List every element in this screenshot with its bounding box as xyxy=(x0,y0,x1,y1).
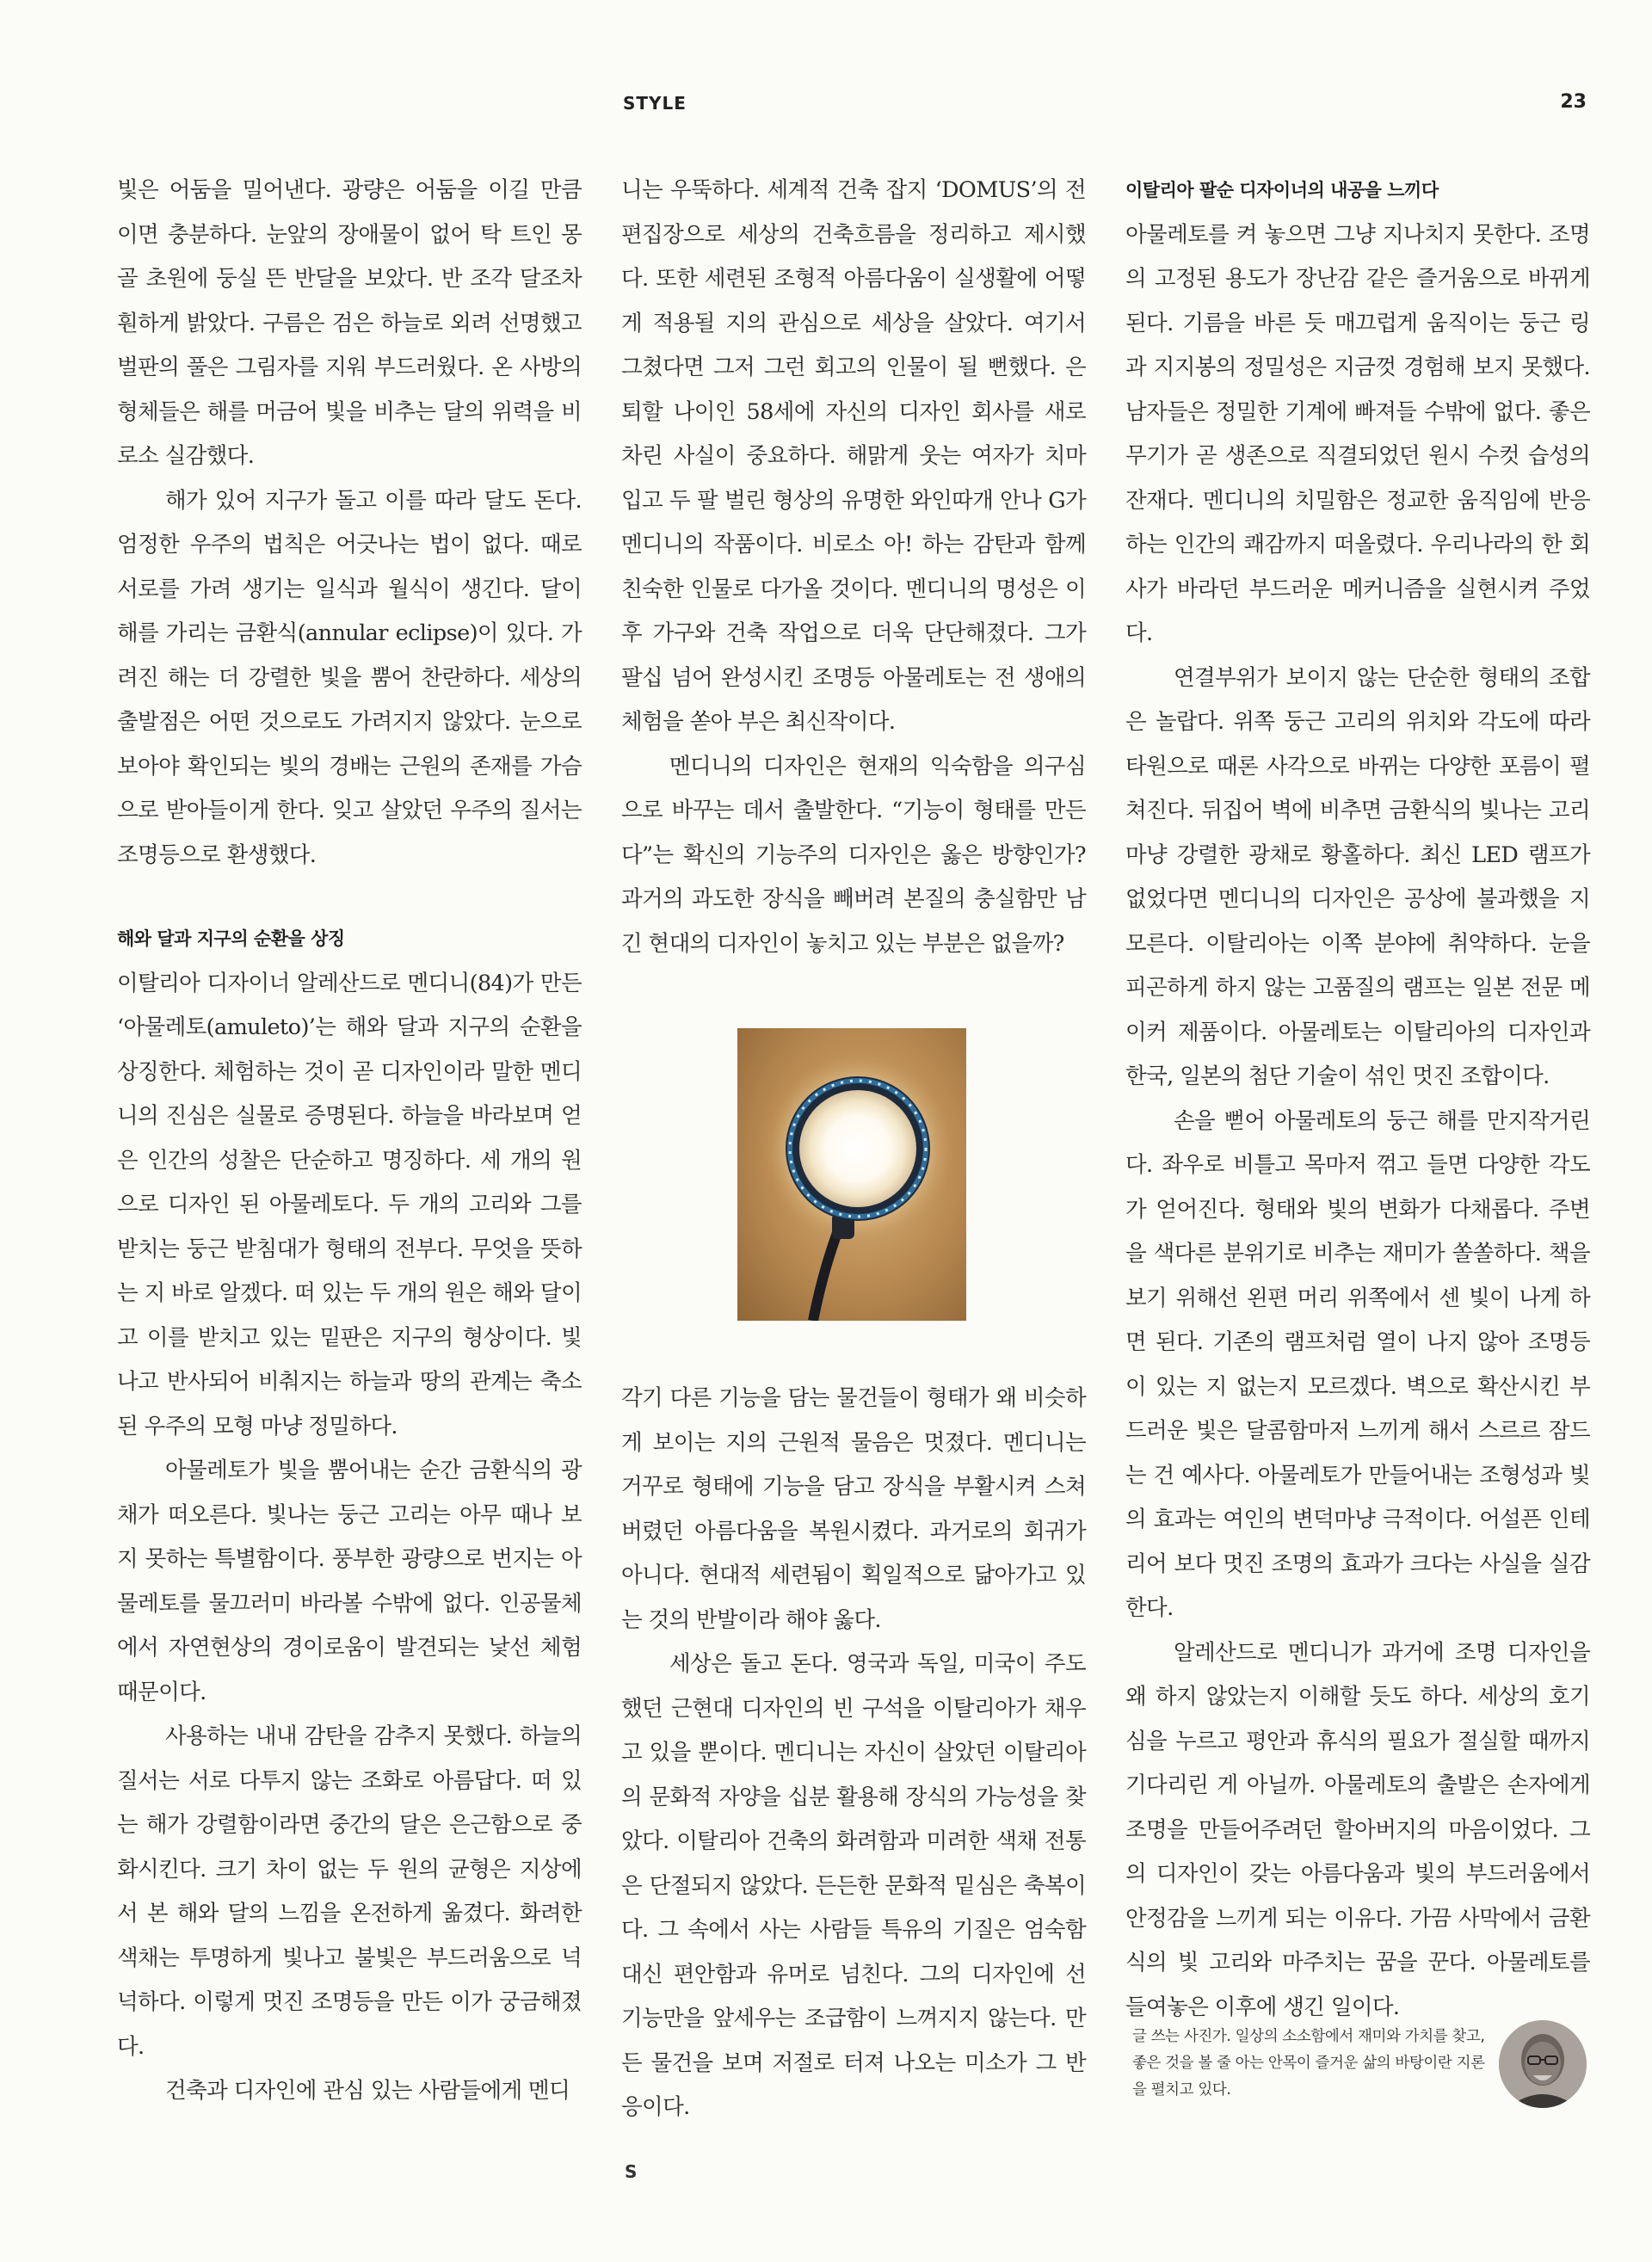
article-column-1 xyxy=(117,169,582,2114)
paragraph: 연결부위가 보이지 않는 단순한 형태의 조합은 놀랍다. 위쪽 둥근 고리의 위치와 각도에 따라 타원으로 때론 사각으로 바뀌는 다양한 포름이 펼쳐진다. 뒤집어 벽에 비추면 금환식의 빛나는 고리마냥 강렬한 광채로 황홀하다. 최신 LED 램프가 없었다면 멘디니의 디자인은 공상에 불과했을 지 모른다. 이탈리아는 이쪽 분야에 취약하다. 눈을 피곤하게 하지 않는 고품질의 램프는 일본 전문 메이커 제품이다. 아물레토는 이탈리아의 디자인과 한국, 일본의 첨단 기술이 섞인 멋진 조합이다. xyxy=(1125,664,1590,1089)
author-bio: 글 쓰는 사진가. 일상의 소소함에서 재미와 가치를 찾고, 좋은 것을 볼 줄 아는 안목이 즐거운 삶의 바탕이란 지론을 펼치고 있다. xyxy=(1132,2028,1485,2099)
paragraph: 해가 있어 지구가 돌고 이를 따라 달도 돈다. 엄정한 우주의 법칙은 어긋나는 법이 없다. 때로 서로를 가려 생기는 일식과 월식이 생긴다. 달이 해를 가리는 금환식(annular eclipse)이 있다. 가려진 해는 더 강렬한 빛을 뿜어 찬란하다. 세상의 출발점은 어떤 것으로도 가려지지 않았다. 눈으로 보아야 확인되는 빛의 경배는 근원의 존재를 가슴으로 받아들이게 한다. 잊고 살았던 우주의 질서는 조명등으로 환생했다. xyxy=(117,487,582,868)
subheading: 이탈리아 팔순 디자이너의 내공을 느끼다 xyxy=(1125,180,1439,200)
paragraph: 아물레토를 켜 놓으면 그냥 지나치지 못한다. 조명의 고정된 용도가 장난감 같은 즐거움으로 바뀌게 된다. 기름을 바른 듯 매끄럽게 움직이는 둥근 링과 지지봉의 정밀성은 지금껏 경험해 보지 못했다. 남자들은 정밀한 기계에 빠져들 수밖에 없다. 좋은 무기가 곧 생존으로 직결되었던 원시 수컷 습성의 잔재다. 멘디니의 치밀함은 정교한 움직임에 반응하는 인간의 쾌감까지 떠올렸다. 우리나라의 한 회사가 바라던 부드러운 메커니즘을 실현시켜 주었다. xyxy=(1125,221,1590,646)
author-avatar xyxy=(1499,2020,1587,2108)
paragraph: 사용하는 내내 감탄을 감추지 못했다. 하늘의 질서는 서로 다투지 않는 조화로 아름답다. 떠 있는 해가 강렬함이라면 중간의 달은 은근함으로 중화시킨다. 크기 차이 없는 두 원의 균형은 지상에서 본 해와 달의 느낌을 온전하게 옮겼다. 화려한 색채는 투명하게 빛나고 불빛은 부드러움으로 넉넉하다. 이렇게 멋진 조명등을 만든 이가 궁금해졌다. xyxy=(117,1723,582,2060)
paragraph: 건축과 디자인에 관심 있는 사람들에게 멘디 xyxy=(165,2078,570,2104)
page-number: 23 xyxy=(1560,91,1587,113)
paragraph: 세상은 돌고 돈다. 영국과 독일, 미국이 주도했던 근현대 디자인의 빈 구석을 이탈리아가 채우고 있을 뿐이다. 멘디니는 자신이 살았던 이탈리아의 문화적 자양을 십분 활용해 장식의 가능성을 찾았다. 이탈리아 건축의 화려함과 미려한 색채 전통은 단절되지 않았다. 든든한 문화적 밑심은 축복이다. 그 속에서 사는 사람들 특유의 기질은 엄숙함 대신 편안함과 유머로 넘친다. 그의 디자인에 선 기능만을 앞세우는 조급함이 느껴지지 않는다. 만든 물건을 보며 저절로 터져 나오는 미소가 그 반응이다. xyxy=(621,1651,1086,2120)
article-column-2-lower xyxy=(621,1377,1086,2130)
article-column-2 xyxy=(621,169,1086,966)
lamp-photo xyxy=(737,1028,966,1321)
paragraph: 아물레토가 빛을 뿜어내는 순간 금환식의 광채가 떠오른다. 빛나는 둥근 고리는 아무 때나 보지 못하는 특별함이다. 풍부한 광량으로 번지는 아물레토를 물끄러미 바라볼 수밖에 없다. 인공물체에서 자연현상의 경이로움이 발견되는 낯선 체험 때문이다. xyxy=(117,1458,582,1705)
paragraph: 멘디니의 디자인은 현재의 익숙함을 의구심으로 바꾸는 데서 출발한다. “기능이 형태를 만든다”는 확신의 기능주의 디자인은 옳은 방향인가? 과거의 과도한 장식을 빼버려 본질의 충실함만 남긴 현대의 디자인이 놓치고 있는 부분은 없을까? xyxy=(621,753,1086,957)
paragraph: 니는 우뚝하다. 세계적 건축 잡지 ‘DOMUS’의 전 편집장으로 세상의 건축흐름을 정리하고 제시했다. 또한 세련된 조형적 아름다움이 실생활에 어떻게 적용될 지의 관심으로 세상을 살았다. 여기서 그쳤다면 그저 그런 회고의 인물이 될 뻔했다. 은퇴할 나이인 58세에 자신의 디자인 회사를 새로 차린 사실이 중요하다. 해맑게 웃는 여자가 치마 입고 두 팔 벌린 형상의 유명한 와인따개 안나 G가 멘디니의 작품이다. 비로소 아! 하는 감탄과 함께 친숙한 인물로 다가올 것이다. 멘디니의 명성은 이후 가구와 건축 작업으로 더욱 단단해졌다. 그가 팔십 넘어 완성시킨 조명등 아물레토는 전 생애의 체험을 쏟아 부은 최신작이다. xyxy=(621,177,1086,735)
section-label: STYLE xyxy=(623,93,687,114)
paragraph: 손을 뻗어 아물레토의 둥근 해를 만지작거린다. 좌우로 비틀고 목마저 꺾고 들면 다양한 각도가 얻어진다. 형태와 빛의 변화가 다채롭다. 주변을 색다른 분위기로 비추는 재미가 쏠쏠하다. 책을 보기 위해선 왼편 머리 위쪽에서 센 빛이 나게 하면 된다. 기존의 램프처럼 열이 나지 않아 조명등이 있는 지 없는지 모르겠다. 벽으로 확산시킨 부드러운 빛은 달콤함마저 느끼게 해서 스르르 잠드는 건 예사다. 아물레토가 만들어내는 조형성과 빛의 효과는 여인의 변덕마냥 극적이다. 어설픈 인테리어 보다 멋진 조명의 효과가 크다는 사실을 실감한다. xyxy=(1125,1107,1590,1621)
subheading: 해와 달과 지구의 순환을 상징 xyxy=(117,928,345,949)
paragraph: 빛은 어둠을 밀어낸다. 광량은 어둠을 이길 만큼 이면 충분하다. 눈앞의 장애물이 없어 탁 트인 몽골 초원에 둥실 뜬 반달을 보았다. 반 조각 달조차 훤하게 밝았다. 구름은 검은 하늘로 외려 선명했고 벌판의 풀은 그림자를 지워 부드러웠다. 온 사방의 형체들은 해를 머금어 빛을 비추는 달의 위력을 비로소 실감했다. xyxy=(117,177,582,469)
paragraph: 이탈리아 디자이너 알레산드로 멘디니(84)가 만든 ‘아물레토(amuleto)’는 해와 달과 지구의 순환을 상징한다. 체험하는 것이 곧 디자인이라 말한 멘디니의 진심은 실물로 증명된다. 하늘을 바라보며 얻은 인간의 성찰은 단순하고 명징하다. 세 개의 원으로 디자인 된 아물레토다. 두 개의 고리와 그를 받치는 둥근 받침대가 형태의 전부다. 무엇을 뜻하는 지 바로 알겠다. 떠 있는 두 개의 원은 해와 달이고 이를 받치고 있는 밑판은 지구의 형상이다. 빛나고 반사되어 비춰지는 하늘과 땅의 관계는 축소된 우주의 모형 마냥 정밀하다. xyxy=(117,970,582,1439)
paragraph: 알레산드로 멘디니가 과거에 조명 디자인을 왜 하지 않았는지 이해할 듯도 하다. 세상의 호기심을 누르고 평안과 휴식의 필요가 절실할 때까지 기다리린 게 아닐까. 아물레토의 출발은 손자에게 조명을 만들어주려던 할아버지의 마음이었다. 그의 디자인이 갖는 아름다움과 빛의 부드러움에서 안정감을 느끼게 되는 이유다. 가끔 사막에서 금환식의 빛 고리와 마주치는 꿈을 꾼다. 아물레토를 들여놓은 이후에 생긴 일이다. xyxy=(1125,1639,1590,2020)
footer-mark: S xyxy=(625,2161,638,2182)
paragraph: 각기 다른 기능을 담는 물건들이 형태가 왜 비슷하게 보이는 지의 근원적 물음은 멋졌다. 멘디니는 거꾸로 형태에 기능을 담고 장식을 부활시켜 스쳐 버렸던 아름다움을 복원시켰다. 과거로의 회귀가 아니다. 현대적 세련됨이 획일적으로 닮아가고 있는 것의 반발이라 해야 옳다. xyxy=(621,1385,1086,1633)
article-column-3 xyxy=(1125,169,1590,2030)
